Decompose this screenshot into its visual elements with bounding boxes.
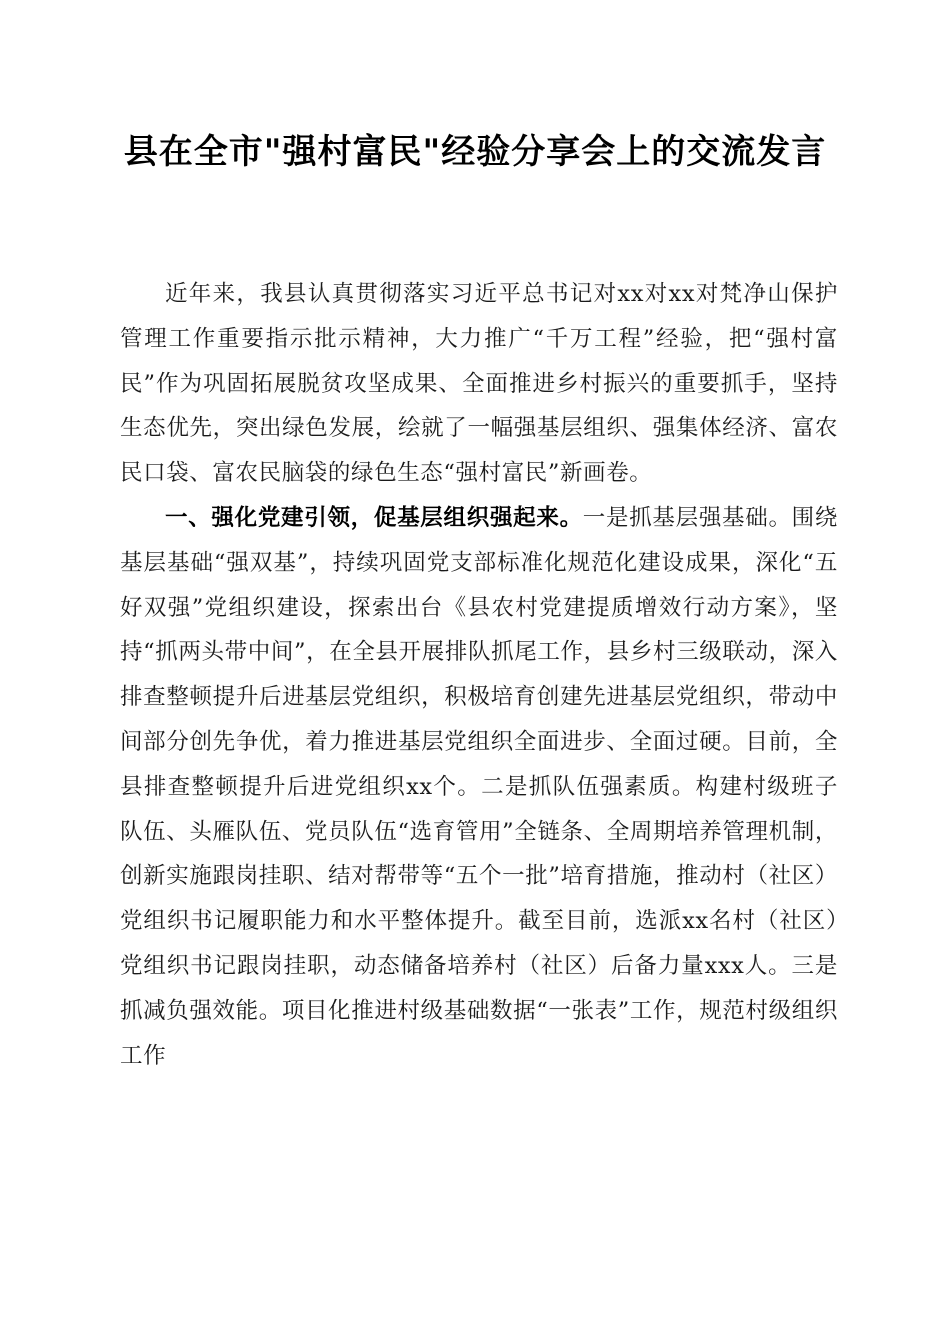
section-one-text: 一是抓基层强基础。围绕基层基础“强双基”，持续巩固党支部标准化规范化建设成果，深化“五好双强”党组织建设，探索出台《县农村党建提质增效行动方案》，坚持“抓两头带中间”，在全县开展排队抓尾工作，县乡村三级联动，深入排查整顿提升后进基层党组织，积极培育创建先进基层党组织，带动中间部分创先争优，着力推进基层党组织全面进步、全面过硬。目前，全县排查整顿提升后进党组织xx个。二是抓队伍强素质。构建村级班子队伍、头雁队伍、党员队伍“选育管用”全链条、全周期培养管理机制，创新实施跟岗挂职、结对帮带等“五个一批”培育措施，推动村（社区）党组织书记履职能力和水平整体提升。截至目前，选派xx名村（社区）党组织书记跟岗挂职，动态储备培养村（社区）后备力量xxx人。三是抓减负强效能。项目化推进村级基础数据“一张表”工作，规范村级组织工作	[120, 504, 838, 1069]
document-title: 县在全市"强村富民"经验分享会上的交流发言	[123, 132, 827, 172]
section-one-paragraph	[120, 496, 838, 1078]
intro-paragraph	[120, 272, 838, 496]
section-one-heading: 一、强化党建引领，促基层组织强起来。	[165, 504, 583, 531]
document-body	[120, 272, 838, 1078]
intro-paragraph-text: 近年来，我县认真贯彻落实习近平总书记对xx对xx对梵净山保护管理工作重要指示批示精神，大力推广“千万工程”经验，把“强村富民”作为巩固拓展脱贫攻坚成果、全面推进乡村振兴的重要抓手，坚持生态优先，突出绿色发展，绘就了一幅强基层组织、强集体经济、富农民口袋、富农民脑袋的绿色生态“强村富民”新画卷。	[120, 281, 838, 487]
